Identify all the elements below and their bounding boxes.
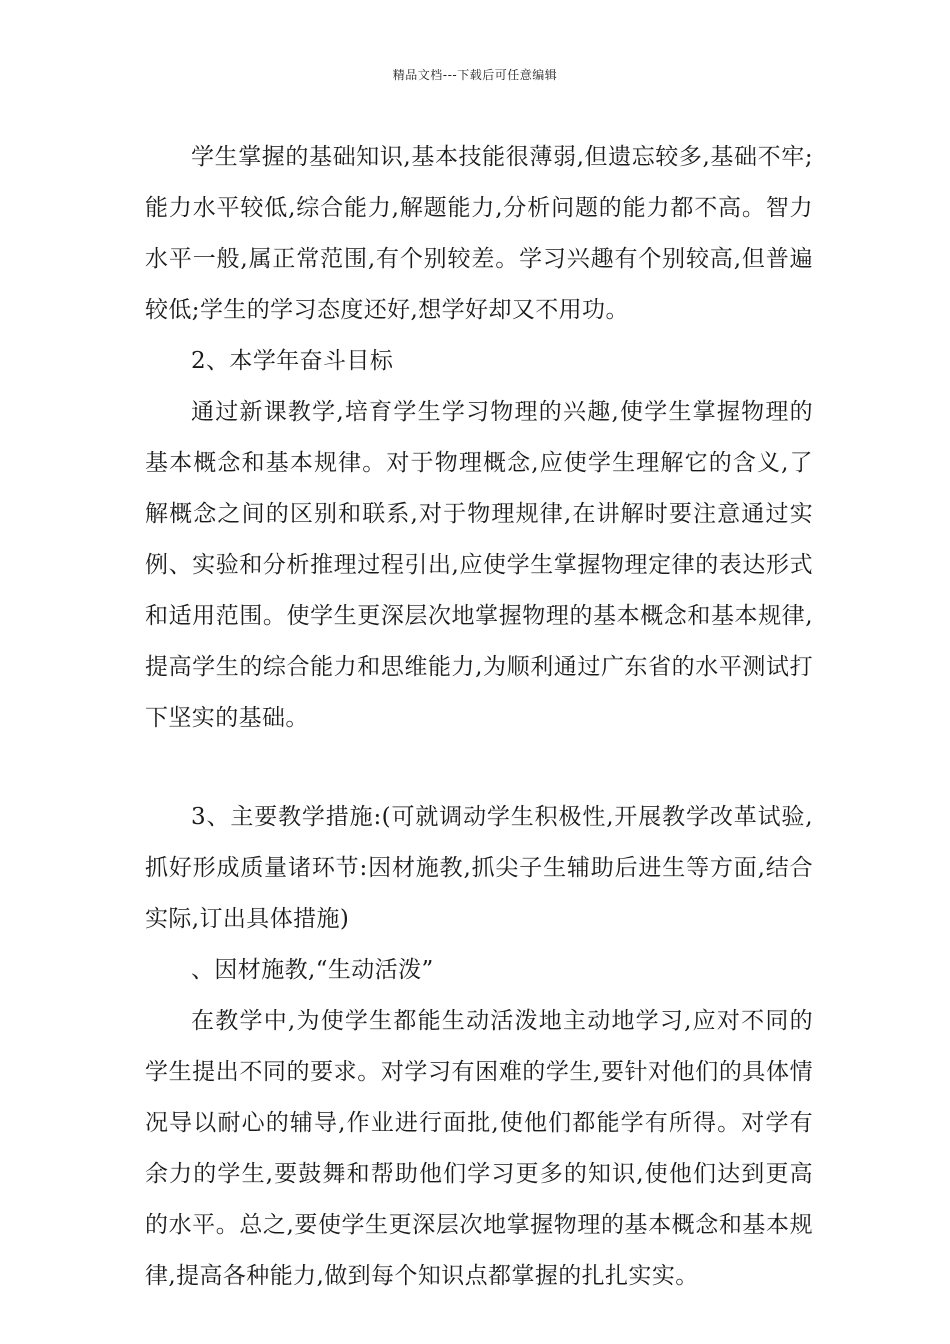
subheading-differentiated-teaching: 、因材施教,“生动活泼” <box>191 957 434 983</box>
page-header: 精品文档---下载后可任意编辑 <box>392 68 558 82</box>
paragraph-goals: 通过新课教学,培育学生学习物理的兴趣,使学生掌握物理的基本概念和基本规律。对于物理概念,应使学生理解它的含义,了解概念之间的区别和联系,对于物理规律,在讲解时要注意通过实例、实验和分析推理过程引出,应使学生掌握物理定律的表达形式和适用范围。使学生更深层次地掌握物理的基本概念和基本规律,提高学生的综合能力和思维能力,为顺利通过广东省的水平测试打下坚实的基础。 <box>145 399 813 731</box>
paragraph-differentiated-teaching: 在教学中,为使学生都能生动活泼地主动地学习,应对不同的学生提出不同的要求。对学习有困难的学生,要针对他们的具体情况导以耐心的辅导,作业进行面批,使他们都能学有所得。对学有余力的学生,要鼓舞和帮助他们学习更多的知识,使他们达到更高的水平。总之,要使学生更深层次地掌握物理的基本概念和基本规律,提高各种能力,做到每个知识点都掌握的扎扎实实。 <box>145 1008 813 1289</box>
paragraph-spacer <box>145 744 813 792</box>
document-body <box>145 132 813 1302</box>
paragraph-student-analysis: 学生掌握的基础知识,基本技能很薄弱,但遗忘较多,基础不牢;能力水平较低,综合能力,解题能力,分析问题的能力都不高。智力水平一般,属正常范围,有个别较差。学习兴趣有个别较高,但普遍较低;学生的学习态度还好,想学好却又不用功。 <box>145 144 813 323</box>
section-heading-goals: 2、本学年奋斗目标 <box>191 348 394 374</box>
paragraph-teaching-measures: 3、主要教学措施:(可就调动学生积极性,开展教学改革试验,抓好形成质量诸环节:因材施教,抓尖子生辅助后进生等方面,结合实际,订出具体措施) <box>145 804 813 932</box>
